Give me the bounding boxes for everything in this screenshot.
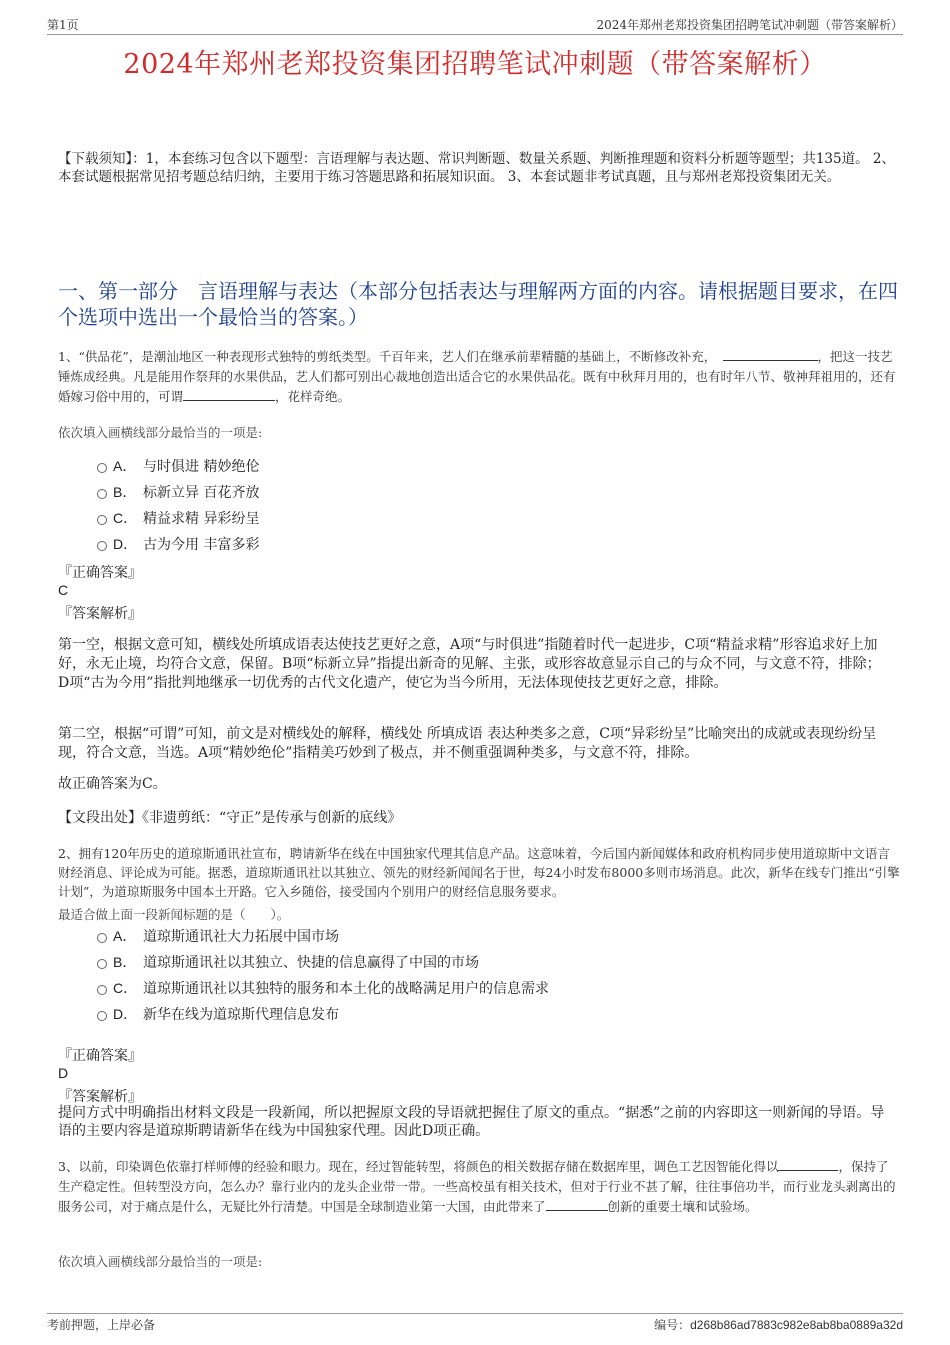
answer-analysis-label: 『答案解析』 [58,606,142,622]
download-notice: 【下载须知】：1，本套练习包含以下题型：言语理解与表达题、常识判断题、数量关系题、判断推理题和资料分析题等题型；共135道。 2、本套试题根据常见招考题总结归纳，主要用于练习答题思路和拓展知识面。 3、本套试题非考试真题，且与郑州老郑投资集团无关。 [58,151,895,185]
question-1-text: 1、“供品花”，是潮汕地区一种表现形式独特的剪纸类型。千百年来，艺人们在继承前辈精髓的基础上，不断修改补充， ，把这一技艺锤炼成经典。凡是能用作祭拜的水果供品，艺人们都可别出心裁地创造出适合它的水果供品花。既有中秋拜月用的，也有时年八节、敬神拜祖用的，还有婚嫁习俗中用的，可谓 ，花样奇绝。 [58,349,896,404]
page-header [47,14,903,35]
question-1-option-b[interactable]: B． 标新立异 百花齐放 [97,482,259,502]
fill-blank [778,1157,838,1171]
radio-button-icon[interactable] [97,541,107,551]
page-footer [47,1313,903,1336]
footer-slogan: 考前押题，上岸必备 [47,1318,156,1332]
document-title: 2024年郑州老郑投资集团招聘笔试冲刺题（带答案解析） [123,49,827,80]
text-source: 【文段出处】《非遗剪纸：“守正”是传承与创新的底线》 [58,810,402,826]
question-2-option-b[interactable]: B． 道琼斯通讯社以其独立、快捷的信息赢得了中国的市场 [97,952,479,972]
analysis-paragraph: 提问方式中明确指出材料文段是一段新闻，所以把握原文段的导语就把握住了原文的重点。“据悉”之前的内容即这一则新闻的导语。导语的主要内容是道琼斯聘请新华在线为中国独家代理。因此D项正确。 [58,1105,885,1139]
fill-blank [183,387,275,401]
question-3-text: 3、以前，印染调色依靠打样师傅的经验和眼力。现在，经过智能转型，将颜色的相关数据存储在数据库里，调色工艺因智能化得以 ，保持了生产稳定性。但转型没方向，怎么办？靠行业内的龙头企业带一带。一些高校虽有相关技术，但对于行业不甚了解，往往事倍功半，而行业龙头剥离出的服务公司，对于痛点是什么，无疑比外行清楚。中国是全球制造业第一大国，由此带来了 创新的重要土壤和试验场。 [58,1159,896,1214]
analysis-paragraph: 第一空，根据文意可知，横线处所填成语表达使技艺更好之意，A项“与时俱进”指随着时代一起进步，C项“精益求精”形容追求好上加好，永无止境，均符合文意，保留。B项“标新立异”指提出新奇的见解、主张，或形容故意显示自己的与众不同，与文意不符，排除；D项“古为今用”指批判地继承一切优秀的古代文化遗产，使它为当今所用，无法体现使技艺更好之意，排除。 [58,637,881,691]
radio-button-icon[interactable] [97,985,107,995]
question-1-option-c[interactable]: C． 精益求精 异彩纷呈 [97,508,259,528]
radio-button-icon[interactable] [97,1011,107,1021]
radio-button-icon[interactable] [97,463,107,473]
section-heading: 一、第一部分 言语理解与表达（本部分包括表达与理解两方面的内容。请根据题目要求，在四个选项中选出一个最恰当的答案。） [58,279,898,329]
radio-button-icon[interactable] [97,489,107,499]
question-2-option-c[interactable]: C． 道琼斯通讯社以其独特的服务和本土化的战略满足用户的信息需求 [97,978,549,998]
question-2-option-d[interactable]: D． 新华在线为道琼斯代理信息发布 [97,1004,339,1024]
correct-answer-label: 『正确答案』 [58,565,142,581]
question-2-option-a[interactable]: A． 道琼斯通讯社大力拓展中国市场 [97,926,339,946]
radio-button-icon[interactable] [97,515,107,525]
correct-answer-value: C [58,582,69,598]
analysis-conclusion: 故正确答案为C。 [58,776,167,792]
analysis-paragraph: 第二空，根据“可谓”可知，前文是对横线处的解释，横线处 所填成语 表达种类多之意，C项“异彩纷呈”比喻突出的成就或表现纷纷呈现，符合文意，当选。A项“精妙绝伦”指精美巧妙到了极点，并不侧重强调种类多，与文意不符，排除。 [58,726,877,761]
question-1-prompt: 依次填入画横线部分最恰当的一项是: [58,425,263,440]
radio-button-icon[interactable] [97,959,107,969]
fill-blank [546,1197,608,1211]
page-number: 第1页 [47,18,79,32]
radio-button-icon[interactable] [97,933,107,943]
fill-blank [723,347,818,361]
question-3-prompt: 依次填入画横线部分最恰当的一项是: [58,1254,263,1269]
question-2-text: 2、拥有120年历史的道琼斯通讯社宣布，聘请新华在线在中国独家代理其信息产品。这意味着，今后国内新闻媒体和政府机构同步使用道琼斯中文语言财经消息、评论成为可能。据悉，道琼斯通讯社以其独立、领先的财经新闻闻名于世，每24小时发布8000多则市场消息。此次，新华在线专门推出“引擎计划”，为道琼斯服务中国本土开路。它入乡随俗，接受国内个别用户的财经信息服务要求。 [58,846,900,899]
question-1-option-a[interactable]: A． 与时俱进 精妙绝伦 [97,456,259,476]
document-id: 编号：d268b86ad7883c982e8ab8ba0889a32d [654,1318,903,1332]
correct-answer-label: 『正确答案』 [58,1048,142,1064]
question-1-option-d[interactable]: D． 古为今用 丰富多彩 [97,534,259,554]
question-2-prompt: 最适合做上面一段新闻标题的是（ ）。 [58,907,290,922]
correct-answer-value: D [58,1065,69,1081]
answer-analysis-label: 『答案解析』 [58,1089,142,1105]
header-doc-title: 2024年郑州老郑投资集团招聘笔试冲刺题（带答案解析） [596,18,903,32]
